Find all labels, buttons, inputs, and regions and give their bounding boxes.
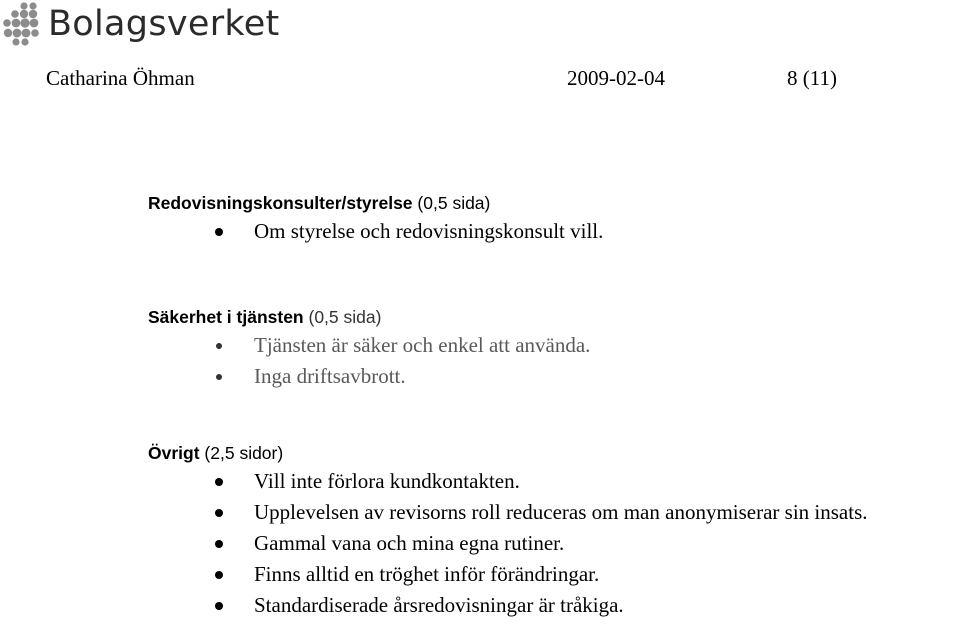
section-title: Övrigt — [148, 443, 200, 463]
document-author: Catharina Öhman — [46, 66, 195, 90]
bullet-icon — [216, 374, 222, 380]
section-title: Säkerhet i tjänsten — [148, 307, 304, 327]
section-redovisningskonsulter — [148, 190, 948, 247]
section-ovrigt — [148, 440, 948, 621]
list-item — [148, 528, 948, 559]
bullet-icon — [215, 228, 223, 236]
document-date: 2009-02-04 — [567, 66, 665, 90]
list-item — [148, 216, 948, 247]
section-length-note: (0,5 sida) — [417, 193, 491, 213]
list-item-text: Finns alltid en tröghet inför förändringar. — [254, 562, 600, 586]
list-item-text: Standardiserade årsredovisningar är tråkiga. — [254, 593, 624, 617]
bolagsverket-logo — [2, 2, 280, 46]
section-title: Redovisningskonsulter/styrelse — [148, 193, 413, 213]
section-heading — [148, 304, 948, 330]
bullet-icon — [215, 571, 223, 579]
list-item — [148, 330, 948, 361]
section-length-note: (0,5 sida) — [308, 307, 382, 327]
bullet-icon — [216, 343, 222, 349]
list-item-text: Om styrelse och redovisningskonsult vill. — [254, 219, 604, 243]
list-item — [148, 497, 948, 528]
logo-dots-icon — [2, 2, 42, 46]
list-item-text: Vill inte förlora kundkontakten. — [254, 469, 520, 493]
bullet-icon — [215, 540, 223, 548]
list-item-text: Tjänsten är säker och enkel att använda. — [254, 333, 591, 357]
list-item — [148, 559, 948, 590]
list-item — [148, 590, 948, 621]
list-item-text: Upplevelsen av revisorns roll reduceras om man anonymiserar sin insats. — [254, 500, 868, 524]
bullet-list — [148, 466, 948, 621]
bullet-list — [148, 216, 948, 247]
section-length-note: (2,5 sidor) — [204, 443, 284, 463]
page-number: 8 (11) — [787, 66, 837, 90]
bullet-list — [148, 330, 948, 392]
list-item-text: Gammal vana och mina egna rutiner. — [254, 531, 565, 555]
bullet-icon — [215, 602, 223, 610]
logo-text: Bolagsverket — [48, 4, 280, 44]
list-item-text: Inga driftsavbrott. — [254, 364, 406, 388]
list-item — [148, 466, 948, 497]
bullet-icon — [215, 509, 223, 517]
list-item — [148, 361, 948, 392]
bullet-icon — [215, 478, 223, 486]
section-heading — [148, 440, 948, 466]
section-heading — [148, 190, 948, 216]
section-sakerhet — [148, 304, 948, 392]
